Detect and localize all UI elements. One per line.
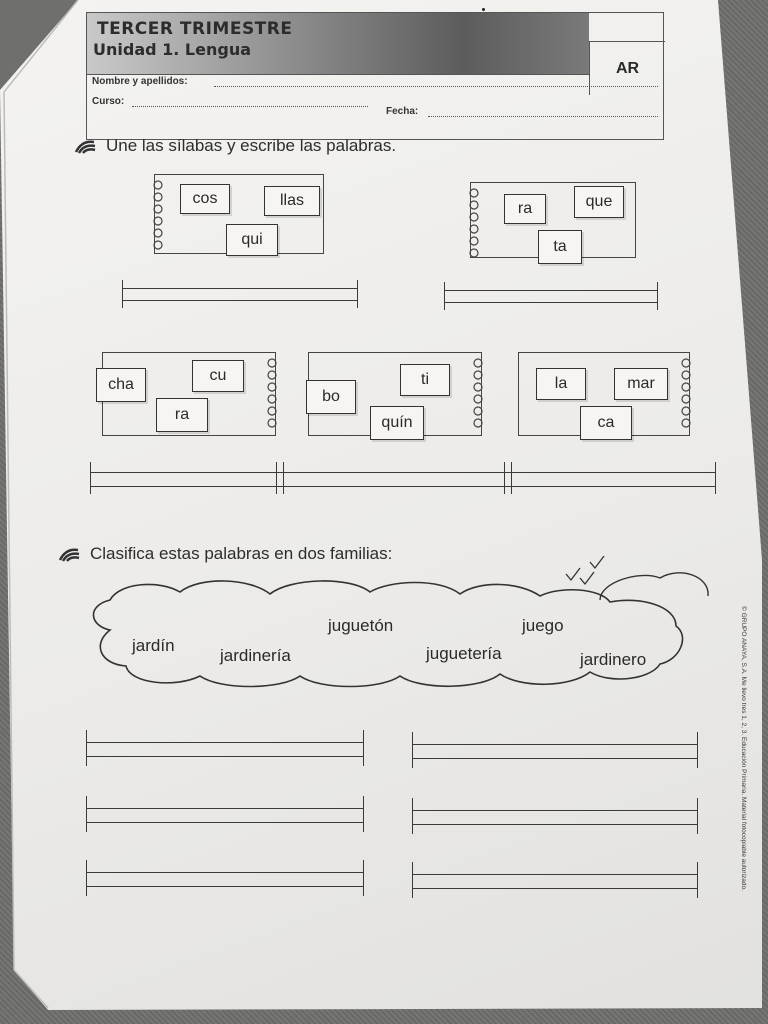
spiral-binding xyxy=(471,357,485,429)
cloud-word[interactable]: juguetería xyxy=(426,644,502,663)
line-end xyxy=(715,462,716,494)
answer-line xyxy=(86,822,364,823)
answer-line xyxy=(86,756,364,757)
line-end xyxy=(357,280,358,308)
syllable-tile[interactable]: ra xyxy=(504,194,546,224)
line-end xyxy=(363,860,364,896)
line-end xyxy=(657,282,658,310)
line-end xyxy=(122,280,123,308)
syllable-tile[interactable]: que xyxy=(574,186,624,218)
line-end xyxy=(363,796,364,832)
exercise-1-title xyxy=(74,136,396,156)
answer-line[interactable] xyxy=(86,872,364,873)
answer-line xyxy=(122,300,358,301)
header-subtitle: Unidad 1. Lengua xyxy=(93,40,251,59)
syllable-tile[interactable]: ti xyxy=(400,364,450,396)
word-cloud xyxy=(80,556,720,696)
syllable-tile[interactable]: qui xyxy=(226,224,278,256)
course-field[interactable] xyxy=(132,106,368,107)
syllable-tile[interactable]: llas xyxy=(264,186,320,216)
line-end xyxy=(444,282,445,310)
date-label: Fecha: xyxy=(386,106,419,117)
line-end xyxy=(90,462,91,494)
cloud-word[interactable]: jardinero xyxy=(580,650,647,669)
cloud-word[interactable]: jardinería xyxy=(220,646,291,665)
answer-line xyxy=(90,486,716,487)
line-end xyxy=(504,462,505,494)
answer-line xyxy=(412,824,698,825)
spiral-binding xyxy=(151,179,165,251)
answer-line xyxy=(412,888,698,889)
syllable-tile[interactable]: ca xyxy=(580,406,632,440)
answer-line xyxy=(86,886,364,887)
line-end xyxy=(412,862,413,898)
line-end xyxy=(86,860,87,896)
spiral-binding xyxy=(679,357,693,429)
line-end xyxy=(697,732,698,768)
exercise-2-text: Clasifica estas palabras en dos familias: xyxy=(90,544,393,563)
line-end xyxy=(412,732,413,768)
answer-line[interactable] xyxy=(86,808,364,809)
exercise-icon xyxy=(74,138,98,154)
syllable-tile[interactable]: quín xyxy=(370,406,424,440)
line-end xyxy=(86,796,87,832)
line-end xyxy=(86,730,87,766)
syllable-tile[interactable]: ta xyxy=(538,230,582,264)
syllable-tile[interactable]: mar xyxy=(614,368,668,400)
syllable-tile[interactable]: cu xyxy=(192,360,244,392)
cloud-word[interactable]: juego xyxy=(522,616,564,635)
syllable-tile[interactable]: ra xyxy=(156,398,208,432)
answer-line[interactable] xyxy=(444,290,658,291)
line-end xyxy=(283,462,284,494)
answer-line[interactable] xyxy=(86,742,364,743)
spiral-binding xyxy=(467,187,481,259)
line-end xyxy=(697,798,698,834)
answer-line[interactable] xyxy=(412,874,698,875)
answer-line[interactable] xyxy=(412,744,698,745)
exercise-1-text: Une las sílabas y escribe las palabras. xyxy=(106,136,397,155)
header-title: TERCER TRIMESTRE xyxy=(97,19,293,39)
line-end xyxy=(511,462,512,494)
answer-line[interactable] xyxy=(412,810,698,811)
name-label: Nombre y apellidos: xyxy=(92,76,188,87)
answer-line xyxy=(444,302,658,303)
ink-dot xyxy=(482,8,485,11)
exercise-icon xyxy=(58,546,82,562)
line-end xyxy=(363,730,364,766)
cloud-word[interactable]: jardín xyxy=(132,636,175,655)
answer-line[interactable] xyxy=(90,472,716,473)
syllable-tile[interactable]: cha xyxy=(96,368,146,402)
copyright-notice: © GRUPO ANAYA, S.A. Me llevo tres 1, 2, 3. Educación Primaria. Material fotocopiable autorizado. xyxy=(740,606,747,891)
line-end xyxy=(412,798,413,834)
cloud-word[interactable]: juguetón xyxy=(328,616,394,635)
answer-line xyxy=(412,758,698,759)
name-field[interactable] xyxy=(214,86,658,87)
course-label: Curso: xyxy=(92,96,125,107)
line-end xyxy=(276,462,277,494)
line-end xyxy=(697,862,698,898)
answer-line[interactable] xyxy=(122,288,358,289)
spiral-binding xyxy=(265,357,279,429)
level-badge: AR xyxy=(589,41,665,95)
date-field[interactable] xyxy=(428,116,658,117)
syllable-tile[interactable]: la xyxy=(536,368,586,400)
syllable-tile[interactable]: bo xyxy=(306,380,356,414)
syllable-tile[interactable]: cos xyxy=(180,184,230,214)
